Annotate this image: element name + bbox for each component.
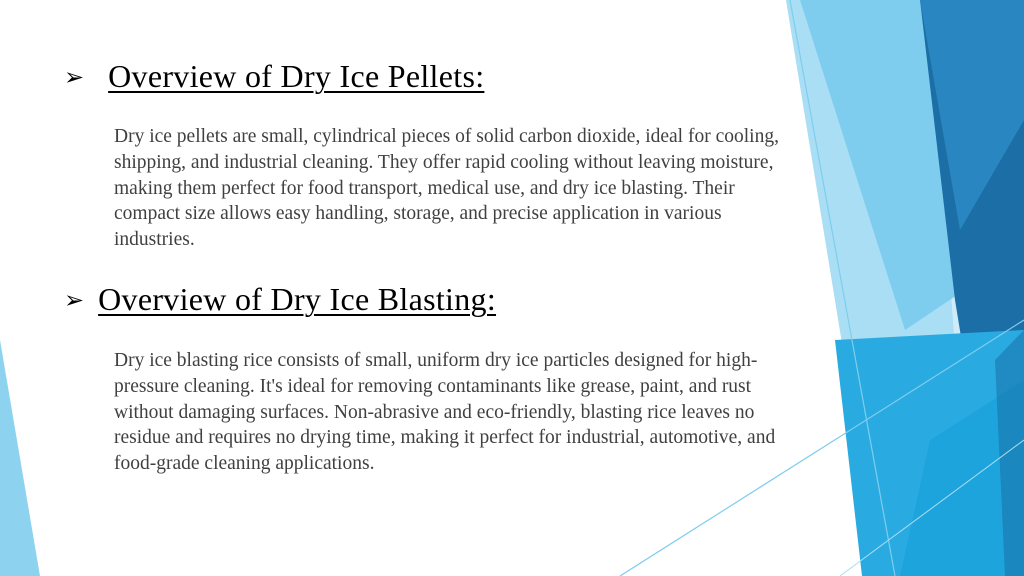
section-title: Overview of Dry Ice Blasting: [98,281,497,317]
arrow-bullet-icon: ➢ [64,285,85,314]
section-body-blasting: Dry ice blasting rice consists of small, uniform dry ice particles designed for high-pressure cleaning. It's ideal for removing contaminants like grease, paint, and rust without damaging surfaces. Non-abrasive and eco-friendly, blasting rice leaves no residue and requires no drying time, making it perfect for industrial, automotive, and food-grade cleaning applications. [114,350,776,475]
section-title: Overview of Dry Ice Pellets: [108,58,485,94]
section-heading-blasting [64,281,496,318]
section-body-pellets: Dry ice pellets are small, cylindrical pieces of solid carbon dioxide, ideal for cooling, shipping, and industrial cleaning. They offer rapid cooling without leaving moisture, making them perfect for food transport, medical use, and dry ice blasting. Their compact size allows easy handling, storage, and precise application in various industries. [114,126,779,251]
section-heading-pellets [64,58,484,95]
left-accent-shape [0,340,40,576]
arrow-bullet-icon: ➢ [64,62,85,91]
